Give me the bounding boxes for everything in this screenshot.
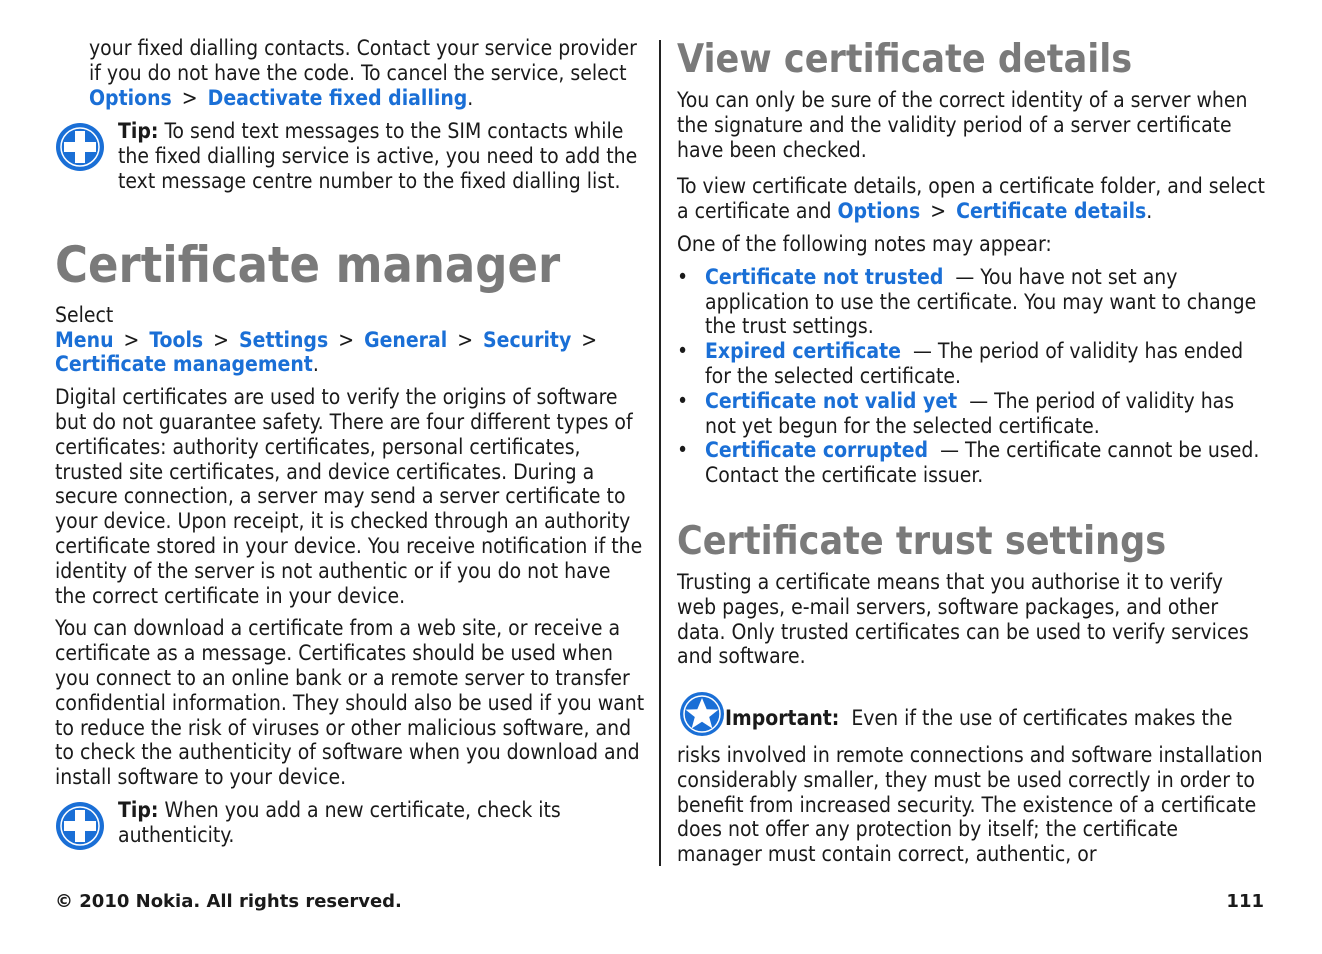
right-column xyxy=(677,36,1267,867)
body-paragraph-2: You can download a certificate from a web site, or receive a certificate as a message. Certificates should be used when you connect to an online bank or a remote server to transfer confidential information. They should also be used if you want to reduce the risk of viruses or other malicious software, and to check the authenticity of software when you download and install software to your device. xyxy=(55,616,645,790)
note-term[interactable]: Certificate not trusted xyxy=(705,264,944,289)
body-paragraph: Trusting a certificate means that you authorise it to verify web pages, e-mail servers, software packages, and other data. Only trusted certificates can be used to verify services and software. xyxy=(677,569,1249,669)
body-paragraph: One of the following notes may appear: xyxy=(677,231,1052,256)
settings-link[interactable]: Settings xyxy=(239,327,329,352)
important-text: Even if the use of certificates makes the risks involved in remote connections and software installation considerably smaller, they must be used correctly in order to benefit from increased security. The existence of a certificate does not offer any protection by itself; the certificate manager must contain correct, authentic, or xyxy=(677,706,1263,867)
notes-list xyxy=(677,265,1267,488)
tip-label: Tip: xyxy=(118,797,159,822)
column-divider xyxy=(659,40,661,866)
tip-box xyxy=(55,798,645,848)
general-link[interactable]: General xyxy=(364,327,448,352)
security-link[interactable]: Security xyxy=(483,327,572,352)
list-item: • Certificate not valid yet — The period of validity has not yet begun for the selected certificate. xyxy=(677,388,1235,438)
copyright: © 2010 Nokia. All rights reserved. xyxy=(55,891,402,912)
certificate-details-link[interactable]: Certificate details xyxy=(956,199,1147,224)
section-heading-view-details: View certificate details xyxy=(677,37,1133,82)
options-link[interactable]: Options xyxy=(89,85,172,110)
plus-icon xyxy=(55,122,105,176)
list-item: • Expired certificate — The period of validity has ended for the selected certificate. xyxy=(677,339,1244,388)
list-item: • Certificate corrupted — The certificate cannot be used. Contact the certificate issuer. xyxy=(677,438,1260,488)
important-note xyxy=(677,691,1267,867)
note-term[interactable]: Certificate not valid yet xyxy=(705,388,958,413)
tip-text: When you add a new certificate, check its authenticity. xyxy=(118,797,561,847)
note-term[interactable]: Certificate corrupted xyxy=(705,438,929,463)
menu-path: Select Menu > Tools > Settings > General > Security > Certificate management. xyxy=(55,302,598,377)
star-icon xyxy=(677,691,727,743)
tip-box xyxy=(55,119,645,193)
certificate-management-link[interactable]: Certificate management xyxy=(55,352,313,377)
page-number: 111 xyxy=(1226,891,1264,912)
body-paragraph: To view certificate details, open a certificate folder, and select a certificate and Options > Certificate details. xyxy=(677,174,1265,224)
body-paragraph: You can only be sure of the correct identity of a server when the signature and the validity period of a server certificate have been checked. xyxy=(677,88,1248,162)
menu-link[interactable]: Menu xyxy=(55,327,114,352)
note-term[interactable]: Expired certificate xyxy=(705,339,901,364)
tip-text: To send text messages to the SIM contacts while the fixed dialling service is active, you need to add the text message centre number to the fixed dialling list. xyxy=(118,119,638,193)
important-label: Important: xyxy=(725,706,840,731)
page-title: Certificate manager xyxy=(55,235,561,294)
plus-icon xyxy=(55,801,105,855)
intro-paragraph: your fixed dialling contacts. Contact your service provider if you do not have the code. To cancel the service, select Options > Deactivate fixed dialling. xyxy=(89,36,637,110)
section-heading-trust-settings: Certificate trust settings xyxy=(677,518,1167,564)
tools-link[interactable]: Tools xyxy=(149,327,204,352)
body-paragraph-1: Digital certificates are used to verify the origins of software but do not guarantee safety. There are four different types of certificates: authority certificates, personal certificates, trusted site certificates, and device certificates. During a secure connection, a server may send a server certificate to your device. Upon receipt, it is checked through an authority certificate stored in your device. You receive notification if the identity of the server is not authentic or if you do not have the correct certificate in your device. xyxy=(55,385,643,608)
list-item: • Certificate not trusted — You have not set any application to use the certificate. You may want to change the trust settings. xyxy=(677,264,1257,339)
options-link[interactable]: Options xyxy=(837,199,921,224)
left-column xyxy=(55,36,645,848)
tip-label: Tip: xyxy=(118,119,159,144)
deactivate-fixed-dialling-link[interactable]: Deactivate fixed dialling xyxy=(207,85,468,110)
